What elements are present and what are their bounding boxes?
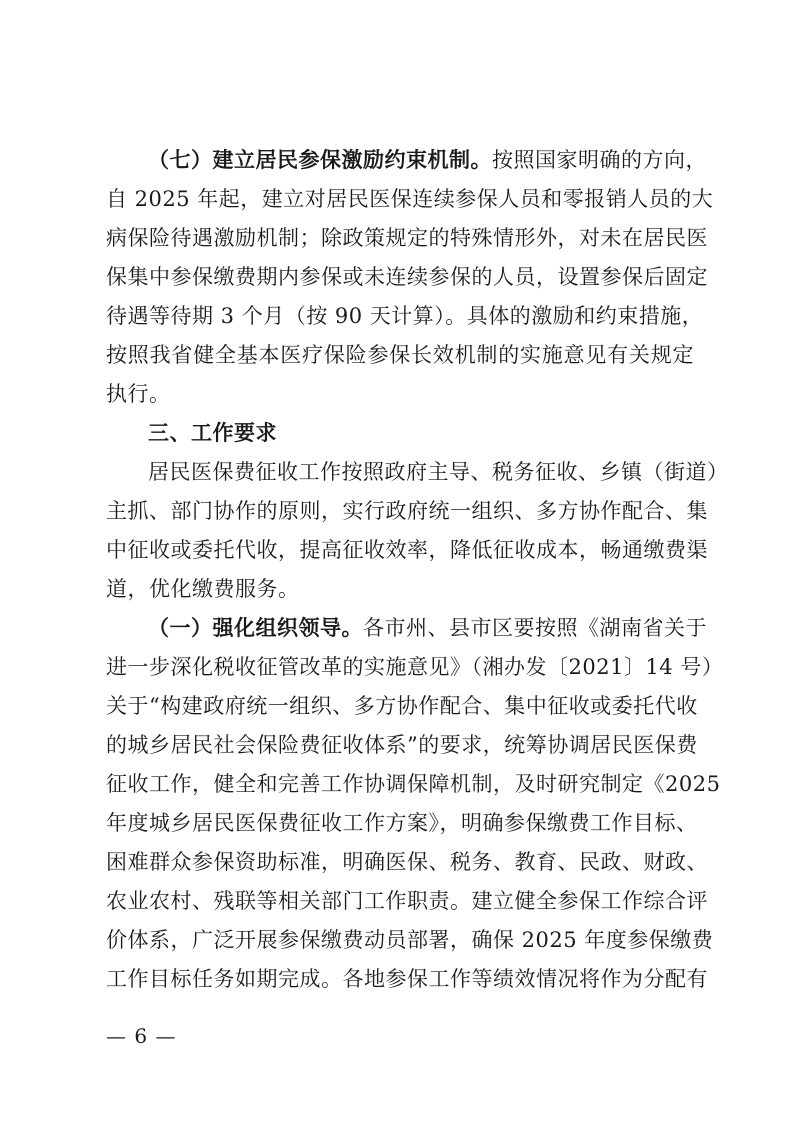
line-text: 关于“构建政府统一组织、多方协作配合、集中征收或委托代收 xyxy=(106,694,698,718)
line-text: 价体系，广泛开展参保缴费动员部署，确保 2025 年度参保缴费 xyxy=(106,928,714,952)
text-line xyxy=(106,219,708,258)
line-text: 待遇等待期 3 个月（按 90 天计算）。具体的激励和约束措施， xyxy=(106,304,704,328)
line-text: 中征收或委托代收，提高征收效率，降低征收成本，畅通缴费渠 xyxy=(106,538,708,562)
text-line xyxy=(106,492,708,531)
text-line xyxy=(106,297,704,336)
line-text: 自 2025 年起，建立对居民医保连续参保人员和零报销人员的大 xyxy=(106,187,714,211)
text-line xyxy=(106,804,698,843)
paragraph-heading: （一）强化组织领导。 xyxy=(148,616,363,640)
line-text: 按照国家明确的方向， xyxy=(492,148,707,172)
line-text: 困难群众参保资助标准，明确医保、税务、教育、民政、财政、 xyxy=(106,850,708,874)
text-line xyxy=(106,843,708,882)
document-body xyxy=(106,141,729,999)
line-text: 居民医保费征收工作按照政府主导、税务征收、乡镇（街道） xyxy=(148,460,729,484)
text-line xyxy=(106,180,714,219)
line-text: 工作目标任务如期完成。各地参保工作等绩效情况将作为分配有 xyxy=(106,967,708,991)
line-text: 征收工作，健全和完善工作协调保障机制，及时研究制定《2025 xyxy=(106,772,721,796)
line-text: 农业农村、残联等相关部门工作职责。建立健全参保工作综合评 xyxy=(106,889,708,913)
text-line xyxy=(106,726,698,765)
line-text: 年度城乡居民医保费征收工作方案》，明确参保缴费工作目标、 xyxy=(106,811,698,835)
text-line xyxy=(106,141,707,180)
paragraph-heading: （七）建立居民参保激励约束机制。 xyxy=(148,148,492,172)
text-line xyxy=(106,375,694,414)
text-line xyxy=(106,609,707,648)
line-text: 按照我省健全基本医疗保险参保长效机制的实施意见有关规定 xyxy=(106,343,694,367)
line-text: 三、工作要求 xyxy=(148,421,277,445)
text-line xyxy=(106,960,708,999)
section-heading xyxy=(106,414,694,453)
page-number: — 6 — xyxy=(106,1024,177,1048)
line-text: 道，优化缴费服务。 xyxy=(106,577,300,601)
line-text: 病保险待遇激励机制；除政策规定的特殊情形外，对未在居民医 xyxy=(106,226,708,250)
text-line xyxy=(106,882,708,921)
text-line xyxy=(106,648,724,687)
line-text: 执行。 xyxy=(106,382,171,406)
line-text: 主抓、部门协作的原则，实行政府统一组织、多方协作配合、集 xyxy=(106,499,708,523)
text-line xyxy=(106,258,708,297)
line-text: 进一步深化税收征管改革的实施意见》（湘办发〔2021〕14 号） xyxy=(106,655,724,679)
text-line xyxy=(106,765,721,804)
text-line xyxy=(106,921,714,960)
line-text: 各市州、县市区要按照《湖南省关于 xyxy=(363,616,707,640)
text-line xyxy=(106,336,694,375)
line-text: 的城乡居民社会保险费征收体系”的要求，统筹协调居民医保费 xyxy=(106,733,698,757)
text-line xyxy=(106,531,708,570)
text-line xyxy=(106,453,729,492)
text-line xyxy=(106,687,698,726)
line-text: 保集中参保缴费期内参保或未连续参保的人员，设置参保后固定 xyxy=(106,265,708,289)
text-line xyxy=(106,570,694,609)
